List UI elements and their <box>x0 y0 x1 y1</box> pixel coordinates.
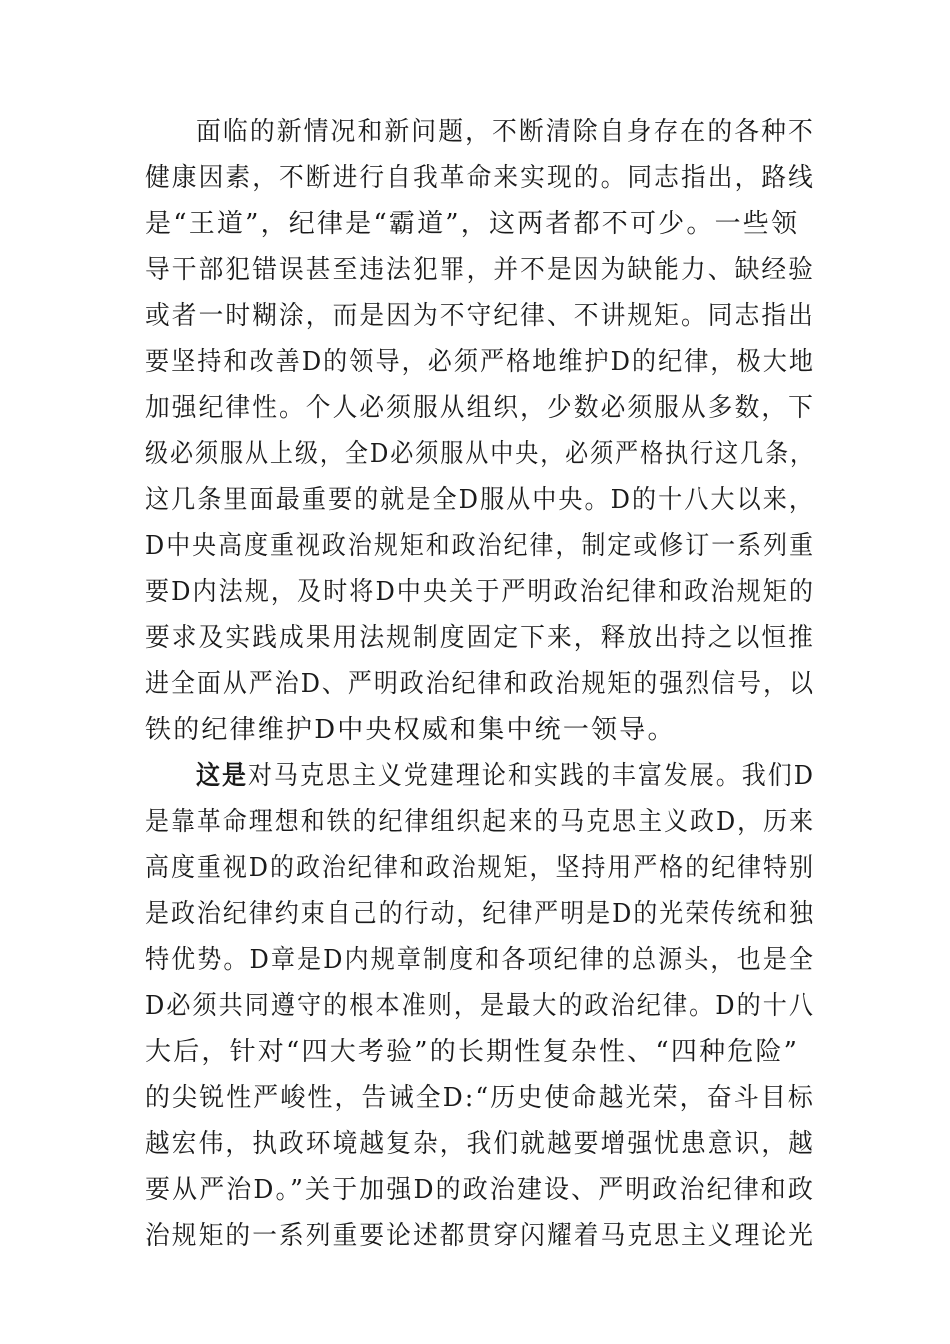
paragraph-1-line <box>0 664 950 704</box>
paragraph-2-line <box>0 1078 950 1118</box>
paragraph-1-line <box>0 526 950 566</box>
text-line-wrapper <box>145 664 815 704</box>
text-line: 大后，针对“四大考验”的长期性复杂性、“四种危险” <box>145 1037 800 1067</box>
text-line-wrapper <box>145 894 815 934</box>
text-line: 面临的新情况和新问题，不断清除自身存在的各种不 <box>196 117 815 147</box>
text-line-wrapper <box>145 158 815 198</box>
paragraph-1-line <box>0 434 950 474</box>
paragraph-2-line <box>0 1216 950 1256</box>
paragraph-1-line <box>0 112 950 152</box>
text-line-wrapper <box>145 848 815 888</box>
paragraph-2-line <box>0 894 950 934</box>
text-line: 是“王道”，纪律是“霸道”，这两者都不可少。一些领 <box>145 209 800 239</box>
text-line: 导干部犯错误甚至违法犯罪，并不是因为缺能力、缺经验 <box>145 255 815 285</box>
text-line: D必须共同遵守的根本准则，是最大的政治纪律。D的十八 <box>145 991 815 1021</box>
text-line-wrapper <box>196 756 815 796</box>
text-line: 要求及实践成果用法规制度固定下来，释放出持之以恒推 <box>145 623 815 653</box>
text-line: 治规矩的一系列重要论述都贯穿闪耀着马克思主义理论光 <box>145 1221 815 1251</box>
paragraph-2-line <box>0 1170 950 1210</box>
paragraph-1-line <box>0 388 950 428</box>
text-line: 特优势。D章是D内规章制度和各项纪律的总源头，也是全 <box>145 945 815 975</box>
text-line: 铁的纪律维护D中央权威和集中统一领导。 <box>145 715 676 745</box>
paragraph-1-line <box>0 342 950 382</box>
paragraph-1-line <box>0 250 950 290</box>
text-line: 级必须服从上级，全D必须服从中央，必须严格执行这几条， <box>145 439 816 469</box>
paragraph-1-line <box>0 618 950 658</box>
text-line-wrapper <box>145 940 815 980</box>
text-line-wrapper <box>145 480 815 520</box>
text-line-wrapper <box>145 1078 815 1118</box>
paragraph-2-line <box>0 1032 950 1072</box>
text-line-wrapper <box>145 1170 815 1210</box>
paragraph-1-line <box>0 572 950 612</box>
text-line-wrapper <box>145 1216 815 1256</box>
text-line: 高度重视D的政治纪律和政治规矩，坚持用严格的纪律特别 <box>145 853 816 883</box>
text-line: 这几条里面最重要的就是全D服从中央。D的十八大以来， <box>145 485 815 515</box>
paragraph-2-line <box>0 986 950 1026</box>
text-line-wrapper <box>145 342 815 382</box>
paragraph-2-line <box>0 756 950 796</box>
text-line: 进全面从严治D、严明政治纪律和政治规矩的强烈信号，以 <box>145 669 816 699</box>
text-line-wrapper <box>145 434 815 474</box>
text-line-wrapper <box>196 112 815 152</box>
paragraph-2-line <box>0 1124 950 1164</box>
text-line: 是靠革命理想和铁的纪律组织起来的马克思主义政D，历来 <box>145 807 816 837</box>
text-line-wrapper <box>145 1124 815 1164</box>
text-line: 要从严治D。”关于加强D的政治建设、严明政治纪律和政 <box>145 1175 815 1205</box>
text-line: 健康因素，不断进行自我革命来实现的。同志指出，路线 <box>145 163 815 193</box>
text-line: 要D内法规，及时将D中央关于严明政治纪律和政治规矩的 <box>145 577 815 607</box>
text-line-wrapper <box>145 986 815 1026</box>
text-line: 是政治纪律约束自己的行动，纪律严明是D的光荣传统和独 <box>145 899 816 929</box>
text-line-wrapper <box>145 802 815 842</box>
text-line: 对马克思主义党建理论和实践的丰富发展。我们D <box>247 761 815 791</box>
text-line-wrapper <box>145 250 815 290</box>
text-line-wrapper <box>145 296 815 336</box>
paragraph-2-line <box>0 848 950 888</box>
lead-bold-text: 这是 <box>196 761 248 791</box>
text-line-wrapper <box>145 572 815 612</box>
text-line: 加强纪律性。个人必须服从组织，少数必须服从多数，下 <box>145 393 815 423</box>
text-line-wrapper <box>145 526 815 566</box>
paragraph-1-line <box>0 480 950 520</box>
paragraph-1-line <box>0 296 950 336</box>
text-line: 要坚持和改善D的领导，必须严格地维护D的纪律，极大地 <box>145 347 815 377</box>
paragraph-1-line <box>0 204 950 244</box>
text-line: 或者一时糊涂，而是因为不守纪律、不讲规矩。同志指出 <box>145 301 815 331</box>
text-line-wrapper <box>145 388 815 428</box>
paragraph-1-line <box>0 158 950 198</box>
text-line: D中央高度重视政治规矩和政治纪律，制定或修订一系列重 <box>145 531 816 561</box>
paragraph-2-line <box>0 802 950 842</box>
text-line-wrapper <box>145 618 815 658</box>
text-line: 的尖锐性严峻性，告诫全D:“历史使命越光荣，奋斗目标 <box>145 1083 815 1113</box>
paragraph-2-line <box>0 940 950 980</box>
text-line: 越宏伟，执政环境越复杂，我们就越要增强忧患意识，越 <box>145 1129 815 1159</box>
paragraph-1-line <box>0 710 950 750</box>
